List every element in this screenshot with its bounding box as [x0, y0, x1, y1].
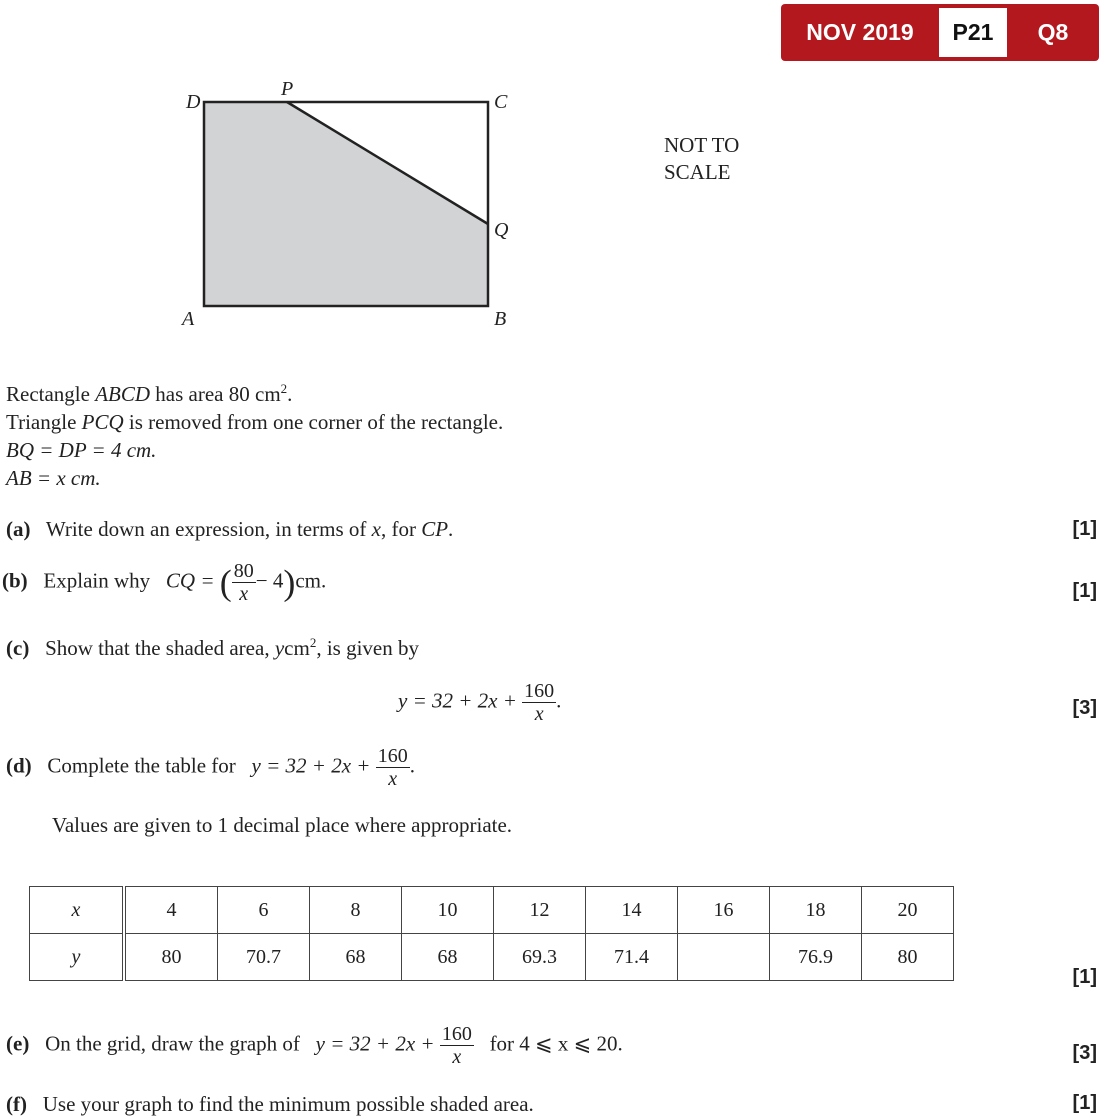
table-cell: 68 [402, 934, 494, 981]
table-header-y: y [30, 934, 125, 981]
table-note: Values are given to 1 decimal place where appropriate. [52, 813, 513, 837]
table-cell: 12 [494, 887, 586, 934]
table-row-x [30, 887, 954, 934]
table-cell: 10 [402, 887, 494, 934]
table-cell: 14 [586, 887, 678, 934]
marks-c: [3] [1072, 697, 1097, 719]
values-table [29, 886, 954, 981]
marks-a: [1] [1072, 518, 1097, 540]
question-b: (b) Explain why CQ = ( $\frac{80}{x}$ − 4)cm. [2, 560, 327, 605]
question-a: (a) Write down an expression, in terms of x, for CP. [6, 517, 454, 541]
question-e: (e) On the grid, draw the graph of y = 32 + 2x + $\frac{160}{x}$ for 4 ⩽ x ⩽ 20. [6, 1023, 623, 1068]
table-cell: 18 [770, 887, 862, 934]
exam-session: NOV 2019 [806, 19, 914, 45]
table-cell: 69.3 [494, 934, 586, 981]
not-to-scale-note: NOT TO SCALE [664, 133, 740, 184]
table-cell: 71.4 [586, 934, 678, 981]
question-c: (c) Show that the shaded area, ycm$^2$, is given by [6, 635, 419, 660]
equation-c: y = 32 + 2x + $\frac{160}{x}$ . [398, 680, 562, 725]
paper-number: P21 [939, 8, 1007, 57]
table-cell: 76.9 [770, 934, 862, 981]
table-cell: 8 [310, 887, 402, 934]
table-cell: 80 [862, 934, 954, 981]
table-cell: 20 [862, 887, 954, 934]
question-f: (f) Use your graph to find the minimum possible shaded area. [6, 1092, 534, 1116]
table-cell: 68 [310, 934, 402, 981]
question-d: (d) Complete the table for y = 32 + 2x + $\frac{160}{x}$ . [6, 745, 415, 790]
label-b: B [494, 308, 507, 330]
label-d: D [186, 91, 201, 113]
question-number: Q8 [1037, 19, 1069, 45]
rectangle-diagram [0, 0, 760, 340]
table-cell: 16 [678, 887, 770, 934]
exam-badge [781, 4, 1099, 61]
problem-statement: Rectangle ABCD has area 80 $cm^2$. Triangle PCQ is removed from one corner of the rectangle. BQ = DP = 4 cm. AB = x cm. [6, 381, 504, 490]
label-p: P [281, 78, 294, 100]
shaded-region [204, 102, 488, 306]
table-header-x: x [30, 887, 125, 934]
label-a: A [182, 308, 195, 330]
table-row-y [30, 934, 954, 981]
label-q: Q [494, 219, 509, 241]
marks-e: [3] [1072, 1042, 1097, 1064]
label-c: C [494, 91, 508, 113]
marks-b: [1] [1072, 580, 1097, 602]
table-cell: 70.7 [218, 934, 310, 981]
marks-d: [1] [1072, 966, 1097, 988]
marks-f: [1] [1072, 1092, 1097, 1114]
table-cell: 80 [124, 934, 218, 981]
table-cell-blank[interactable] [678, 934, 770, 981]
table-cell: 6 [218, 887, 310, 934]
table-cell: 4 [124, 887, 218, 934]
